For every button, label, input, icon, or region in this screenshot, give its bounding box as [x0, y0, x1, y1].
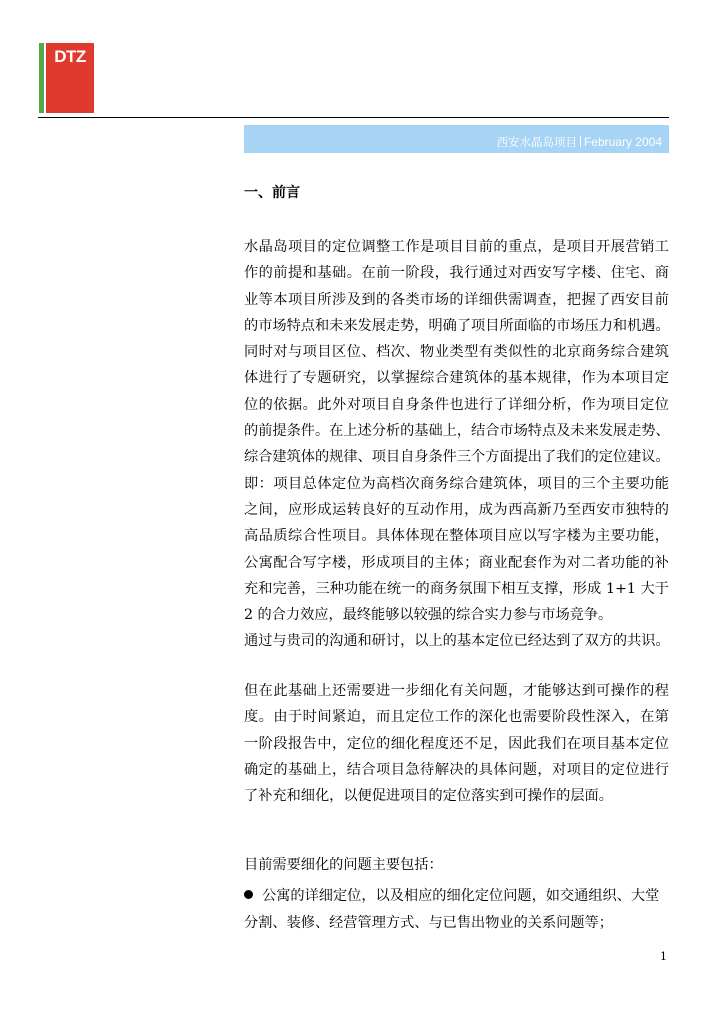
header-band — [244, 125, 669, 153]
bullet-item — [244, 883, 669, 909]
paragraph-refinement — [244, 678, 669, 809]
list-intro: 目前需要细化的问题主要包括： — [244, 857, 443, 873]
dtz-logo — [46, 43, 94, 113]
header-rule — [38, 117, 669, 118]
text-line: 确定的基础上，结合项目急待解决的具体问题，对项目的定位进行 — [244, 761, 669, 778]
text-line: 公寓配合写字楼，形成项目的主体；商业配套作为对二者功能的补 — [244, 554, 669, 571]
band-separator — [580, 136, 581, 147]
text-line: 同时对与项目区位、档次、物业类型有类似性的北京商务综合建筑 — [244, 344, 669, 361]
text-line: 位的依据。此外对项目自身条件也进行了详细分析，作为项目定位 — [244, 396, 669, 413]
issues-list — [244, 852, 669, 936]
text-line: 水晶岛项目的定位调整工作是项目目前的重点，是项目开展营销工 — [244, 239, 669, 255]
paragraph-intro — [244, 234, 669, 655]
text-line: 体进行了专题研究，以掌握综合建筑体的基本规律，作为本项目定 — [244, 370, 669, 387]
text-line: 之间，应形成运转良好的互动作用，成为西高新乃至西安市独特的 — [244, 501, 669, 518]
text-line: 了补充和细化，以便促进项目的定位落实到可操作的层面。 — [244, 788, 613, 805]
bullet-text: 公寓的详细定位，以及相应的细化定位问题，如交通组织、大堂 — [262, 888, 660, 905]
text-line: 综合建筑体的规律、项目自身条件三个方面提出了我们的定位建议。 — [244, 449, 670, 466]
text-line: 的市场特点和未来发展走势，明确了项目所面临的市场压力和机遇。 — [244, 317, 670, 334]
page-number: 1 — [660, 950, 667, 963]
bullet-icon — [244, 890, 253, 899]
logo-text: DTZ — [54, 47, 86, 66]
text-line: 但在此基础上还需要进一步细化有关问题，才能够达到可操作的程 — [244, 683, 669, 699]
text-line: 一阶段报告中，定位的细化程度还不足，因此我们在项目基本定位 — [244, 735, 669, 752]
text-line: 高品质综合性项目。具体体现在整体项目应以写字楼为主要功能， — [244, 528, 669, 545]
project-name: 西安水晶岛项目 — [496, 137, 577, 149]
logo-stripe — [39, 43, 44, 113]
text-line: 的前提条件。在上述分析的基础上，结合市场特点及未来发展走势、 — [244, 423, 670, 440]
text-line: 业等本项目所涉及到的各类市场的详细供需调查，把握了西安目前 — [244, 291, 669, 308]
report-date: February 2004 — [583, 135, 662, 149]
text-line: 2 的合力效应，最终能够以较强的综合实力参与市场竞争。 — [244, 607, 613, 624]
header-band-text — [496, 134, 662, 150]
text-line: 通过与贵司的沟通和研讨，以上的基本定位已经达到了双方的共识。 — [244, 633, 670, 650]
bullet-continuation: 分割、装修、经营管理方式、与已售出物业的关系问题等； — [244, 914, 613, 931]
text-line: 充和完善，三种功能在统一的商务氛围下相互支撑，形成 1+1 大于 — [244, 580, 669, 597]
text-line: 度。由于时间紧迫，而且定位工作的深化也需要阶段性深入，在第 — [244, 709, 669, 726]
section-title: 一、前言 — [244, 185, 300, 201]
text-line: 即：项目总体定位为高档次商务综合建筑体，项目的三个主要功能 — [244, 475, 669, 492]
text-line: 作的前提和基础。在前一阶段，我行通过对西安写字楼、住宅、商 — [244, 265, 669, 282]
